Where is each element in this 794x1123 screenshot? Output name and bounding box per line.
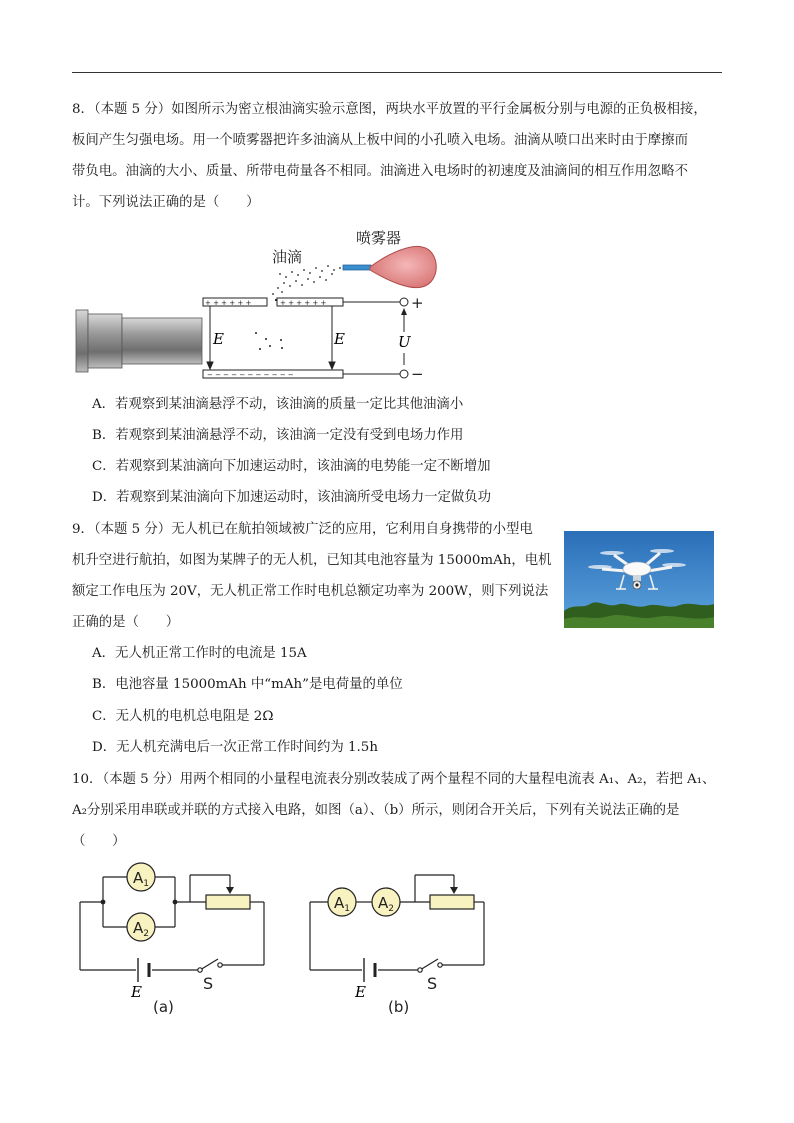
q8-option-b[interactable]: B．若观察到某油滴悬浮不动，该油滴一定没有受到电场力作用 (92, 428, 464, 443)
q9-option-b[interactable]: B．电池容量 15000mAh 中“mAh”是电荷量的单位 (92, 677, 403, 692)
q8-line: 计。下列说法正确的是（ ） (72, 195, 260, 210)
caption-a: (a) (153, 998, 174, 1016)
switch-label-b: S (427, 974, 438, 993)
circuit-b (300, 855, 500, 1020)
top-plate-right-charges: + + + + + + (280, 299, 327, 307)
millikan-figure (70, 222, 440, 388)
ammeter-a1 (127, 863, 155, 891)
q9-line: 正确的是（ ） (72, 615, 180, 630)
battery-label-a: E (131, 983, 142, 1001)
spray-droplets (272, 265, 341, 301)
q10-line: A₂分别采用串联或并联的方式接入电路，如图（a）、（b）所示，则闭合开关后，下列有关说法正确的是 (72, 803, 680, 818)
q9-stem (72, 514, 562, 638)
plus-terminal: + (411, 294, 424, 312)
q10-stem (72, 764, 742, 857)
q8-line: 带负电。油滴的大小、质量、所带电荷量各不相同。油滴进入电场时的初速度及油滴间的相互作用忽略不 (72, 164, 688, 179)
ammeter-b2 (372, 888, 400, 916)
drone-photo (564, 531, 714, 628)
ammeter-b1 (328, 888, 356, 916)
sprayer (343, 246, 436, 287)
ammeter-a1-sub: 1 (143, 879, 149, 889)
battery-label-b: E (355, 983, 366, 1001)
q8-option-c[interactable]: C．若观察到某油滴向下加速运动时，该油滴的电势能一定不断增加 (92, 459, 491, 474)
switch-label-a: S (203, 974, 214, 993)
ammeter-b1-sub: 1 (344, 904, 350, 914)
q10-line: 10．（本题 5 分）用两个相同的小量程电流表分别改装成了两个量程不同的大量程电流表 A₁、A₂，若把 A₁、 (72, 772, 716, 787)
ammeter-a2-letter: A (133, 919, 144, 937)
top-plate-left-charges: + + + + + + (205, 299, 252, 307)
rheostat-a (206, 895, 250, 909)
field-lines (207, 306, 335, 369)
minus-terminal: − (411, 365, 424, 383)
q8-line: 8．（本题 5 分）如图所示为密立根油滴实验示意图，两块水平放置的平行金属板分别与电源的正负极相接， (72, 102, 707, 117)
q9-option-d[interactable]: D．无人机充满电后一次正常工作时间约为 1.5h (92, 740, 378, 755)
ammeter-b2-sub: 2 (388, 904, 394, 914)
q8-line: 板间产生匀强电场。用一个喷雾器把许多油滴从上板中间的小孔喷入电场。油滴从喷口出来时由于摩擦而 (72, 133, 688, 148)
suspended-droplets (255, 332, 283, 350)
bottom-plate-charges: − − − − − − − − − − − (207, 371, 294, 379)
ammeter-a2-sub: 2 (143, 929, 149, 939)
droplet-label: 油滴 (272, 248, 303, 266)
field-label-right: E (334, 330, 345, 348)
ammeter-a1-letter: A (133, 869, 144, 887)
ammeter-a2 (127, 913, 155, 941)
q9-line: 机升空进行航拍，如图为某牌子的无人机，已知其电池容量为 15000mAh，电机 (72, 553, 552, 568)
ammeter-b1-letter: A (334, 894, 345, 912)
q9-option-a[interactable]: A．无人机正常工作时的电流是 15A (92, 646, 307, 661)
q8-option-d[interactable]: D．若观察到某油滴向下加速运动时，该油滴所受电场力一定做负功 (92, 490, 492, 505)
q9-option-c[interactable]: C．无人机的电机总电阻是 2Ω (92, 709, 274, 724)
q9-line: 9．（本题 5 分）无人机已在航拍领域被广泛的应用，它利用自身携带的小型电 (72, 522, 533, 537)
field-label-left: E (213, 330, 224, 348)
ammeter-b2-letter: A (378, 894, 389, 912)
q8-stem (72, 94, 732, 218)
voltage-label: U (398, 333, 411, 351)
q8-option-a[interactable]: A．若观察到某油滴悬浮不动，该油滴的质量一定比其他油滴小 (92, 397, 464, 412)
q9-line: 额定工作电压为 20V，无人机正常工作时电机总额定功率为 200W，则下列说法 (72, 584, 549, 599)
circuit-a (70, 855, 280, 1020)
rheostat-b (430, 895, 474, 909)
q10-line: （ ） (72, 834, 126, 849)
caption-b: (b) (388, 998, 410, 1016)
microscope (76, 310, 202, 372)
header-rule (72, 72, 722, 73)
sprayer-label: 喷雾器 (356, 229, 402, 247)
